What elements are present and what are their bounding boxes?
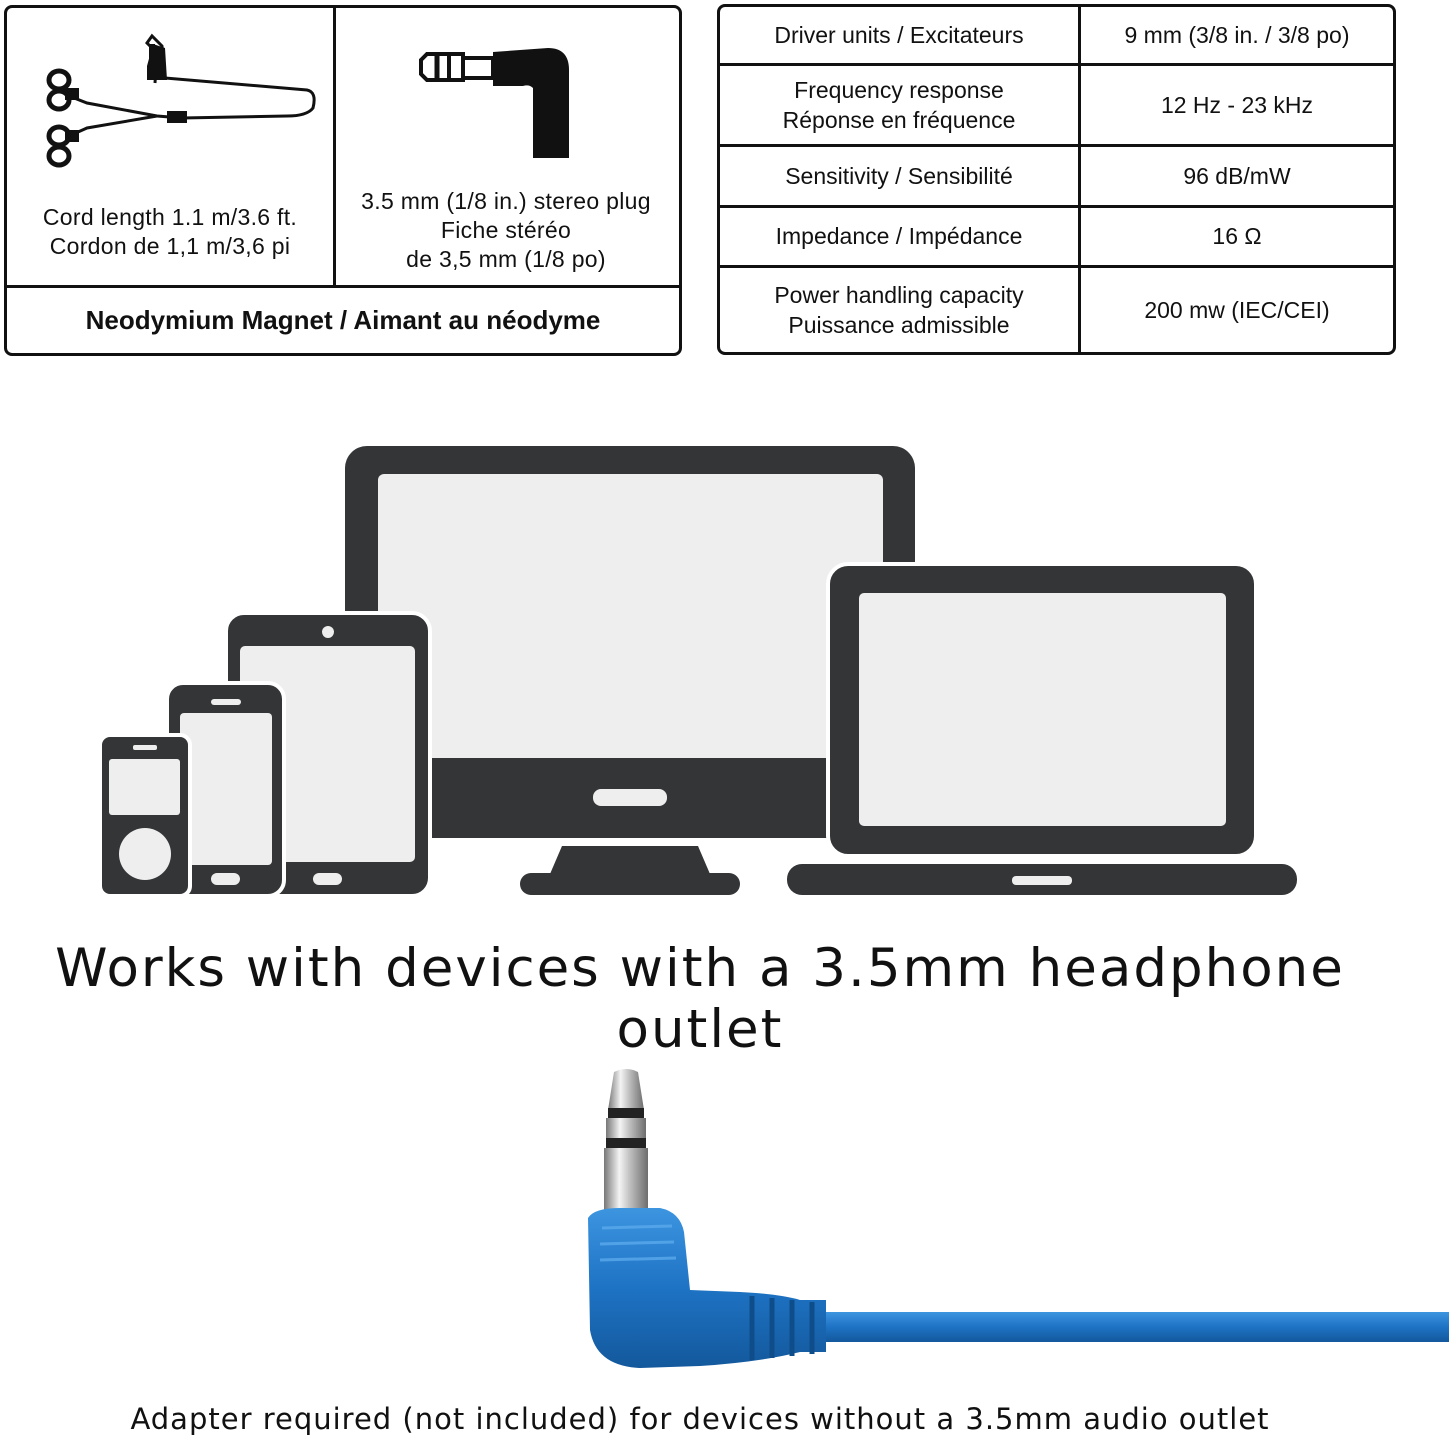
media-player-icon [100, 735, 190, 896]
spec-row [720, 145, 1393, 206]
earphones-cord-icon [7, 8, 333, 198]
angled-stereo-plug-icon [333, 8, 679, 178]
specs-table [720, 7, 1393, 352]
spec-row [720, 206, 1393, 266]
spec-value: 12 Hz - 23 kHz [1080, 64, 1394, 145]
spec-row [720, 7, 1393, 64]
spec-value: 9 mm (3/8 in. / 3/8 po) [1080, 7, 1394, 64]
spec-label: Driver units / Excitateurs [720, 7, 1080, 64]
compatibility-headline: Works with devices with a 3.5mm headphone outlet [55, 938, 1345, 1060]
blue-audio-jack-photo [0, 1050, 1449, 1400]
adapter-footnote: Adapter required (not included) for devices without a 3.5mm audio outlet [130, 1402, 1270, 1436]
specs-table-box [717, 4, 1396, 355]
spec-label: Sensitivity / Sensibilité [720, 145, 1080, 206]
spec-label: Impedance / Impédance [720, 206, 1080, 266]
cord-cell [7, 8, 336, 285]
features-box [4, 5, 682, 356]
cord-length-caption: Cord length 1.1 m/3.6 ft. Cordon de 1,1 m/3,6 pi [42, 204, 298, 259]
spec-label: Frequency response Réponse en fréquence [720, 64, 1080, 145]
magnet-label: Neodymium Magnet / Aimant au néodyme [7, 285, 679, 353]
spec-value: 16 Ω [1080, 206, 1394, 266]
devices-illustration [0, 430, 1400, 910]
spec-row [720, 266, 1393, 352]
stereo-plug-caption: 3.5 mm (1/8 in.) stereo plug Fiche stéréo de 3,5 mm (1/8 po) [361, 188, 651, 272]
spec-row [720, 64, 1393, 145]
laptop-icon [787, 564, 1297, 895]
spec-value: 200 mw (IEC/CEI) [1080, 266, 1394, 352]
plug-cell [333, 8, 679, 285]
spec-label: Power handling capacity Puissance admissible [720, 266, 1080, 352]
spec-value: 96 dB/mW [1080, 145, 1394, 206]
